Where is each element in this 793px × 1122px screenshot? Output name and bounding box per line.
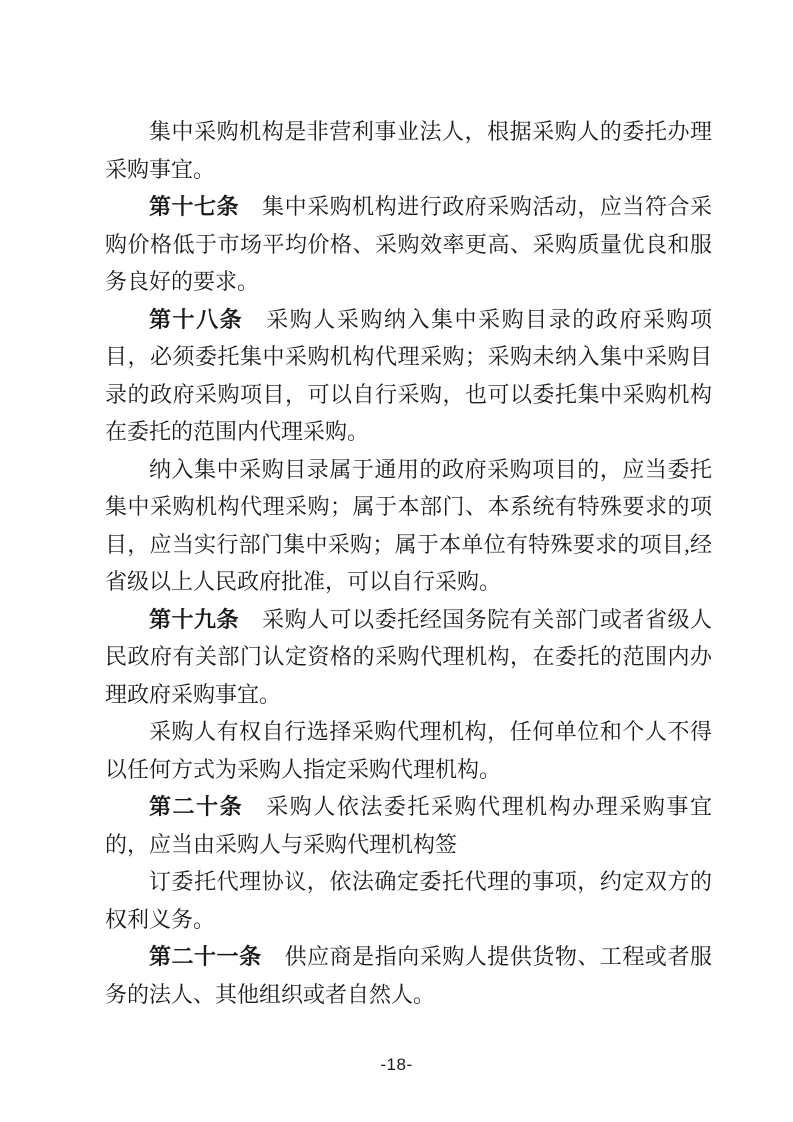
paragraph — [105, 301, 712, 451]
paragraph — [105, 938, 712, 1013]
paragraph — [105, 113, 712, 188]
paragraph-text: 采购人依法委托采购代理机构办理采购事宜的，应当由采购人与采购代理机构签 — [105, 794, 712, 857]
article-number: 第十九条 — [149, 606, 240, 632]
paragraph — [105, 713, 712, 788]
paragraph-text: 纳入集中采购目录属于通用的政府采购项目的，应当委托集中采购机构代理采购；属于本部门、本系统有特殊要求的项目，应当实行部门集中采购；属于本单位有特殊要求的项目,经省级以上人民政府批准，可以自行采购。 — [105, 456, 712, 594]
paragraph — [105, 788, 712, 863]
article-number: 第十七条 — [149, 194, 240, 219]
paragraph — [105, 188, 712, 301]
article-number: 第二十条 — [149, 794, 244, 819]
article-number: 第二十一条 — [149, 944, 262, 969]
page-number: -18- — [380, 1055, 413, 1074]
paragraph-text: 供应商是指向采购人提供货物、工程或者服务的法人、其他组织或者自然人。 — [105, 944, 712, 1007]
paragraph-text: 采购人有权自行选择采购代理机构，任何单位和个人不得以任何方式为采购人指定采购代理机构。 — [105, 719, 712, 782]
article-number: 第十八条 — [149, 306, 244, 332]
paragraph-text: 集中采购机构进行政府采购活动，应当符合采购价格低于市场平均价格、采购效率更高、采购质量优良和服务良好的要求。 — [105, 194, 712, 294]
paragraph-text: 集中采购机构是非营利事业法人，根据采购人的委托办理采购事宜。 — [105, 119, 712, 182]
paragraph-text: 采购人采购纳入集中采购目录的政府采购项目，必须委托集中采购机构代理采购；采购未纳入集中采购目录的政府采购项目，可以自行采购，也可以委托集中采购机构在委托的范围内代理采购。 — [105, 306, 712, 444]
paragraph-text: 订委托代理协议，依法确定委托代理的事项，约定双方的权利义务。 — [105, 869, 712, 932]
paragraph — [105, 451, 712, 601]
paragraph-text: 采购人可以委托经国务院有关部门或者省级人民政府有关部门认定资格的采购代理机构，在委托的范围内办理政府采购事宜。 — [105, 606, 712, 707]
document-body-text — [105, 113, 712, 1013]
paragraph — [105, 863, 712, 938]
paragraph — [105, 601, 712, 714]
